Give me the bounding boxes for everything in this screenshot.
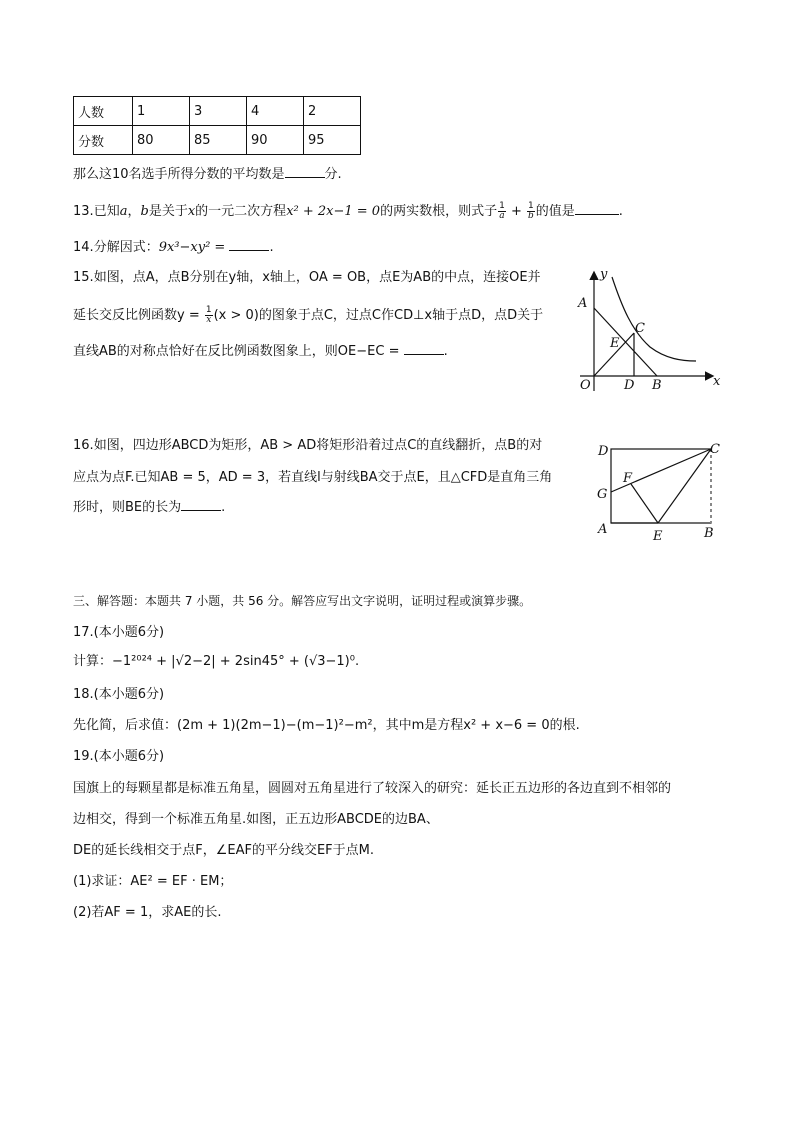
question-19-line-1: 国旗上的每颗星都是标准五角星，圆圆对五角星进行了较深入的研究：延长正五边形的各边直到不相邻的 (73, 781, 672, 796)
answer-blank (575, 202, 619, 215)
question-19-line-2: 边相交，得到一个标准五角星.如图，正五边形ABCDE的边BA、 (73, 812, 439, 827)
label-d: D (624, 378, 635, 393)
label-a: A (578, 296, 588, 311)
question-16-line-1: 16.如图，四边形ABCD为矩形，AB > AD将矩形沿着过点C的直线翻折，点B的对 (73, 438, 543, 453)
table-cell: 2 (304, 97, 361, 126)
table-cell: 分数 (74, 126, 133, 155)
answer-blank (229, 238, 269, 251)
figure-16 (592, 438, 724, 544)
table-cell: 4 (247, 97, 304, 126)
label-y: y (600, 267, 608, 282)
label-b: B (704, 526, 714, 541)
q12-tail: 那么这10名选手所得分数的平均数是 分. (73, 167, 342, 182)
question-19-part-2: (2)若AF = 1，求AE的长. (73, 905, 222, 920)
fraction-1-over-b: $\frac{1}{b}$ (528, 201, 534, 221)
fraction-1-over-x: $\frac{1}{x}$ (205, 305, 212, 325)
table-cell: 人数 (74, 97, 133, 126)
table-row (74, 126, 361, 155)
label-f: F (623, 471, 633, 486)
label-c: C (710, 442, 720, 457)
label-c: C (635, 321, 645, 336)
question-18-text: 先化简，后求值：(2m + 1)(2m−1)−(m−1)²−m²，其中m是方程x² + x−6 = 0的根. (73, 718, 580, 733)
label-g: G (597, 487, 608, 502)
question-14: 14.分解因式：9x³−xy² = . (73, 240, 274, 255)
question-19-head: 19.(本小题6分) (73, 749, 165, 764)
label-d: D (598, 444, 609, 459)
answer-blank (404, 342, 444, 355)
hyperbola-curve (612, 277, 696, 361)
table-cell: 1 (133, 97, 190, 126)
label-e: E (653, 529, 663, 544)
table-row (74, 97, 361, 126)
question-16-line-3: 形时，则BE的长为 . (73, 500, 226, 515)
table-cell: 95 (304, 126, 361, 155)
question-19-part-1: (1)求证：AE² = EF · EM； (73, 874, 233, 889)
label-b: B (652, 378, 662, 393)
question-15-line-3: 直线AB的对称点恰好在反比例函数图象上，则OE−EC = . (73, 344, 448, 359)
question-16-line-2: 应点为点F.已知AB = 5，AD = 3，若直线l与射线BA交于点E，且△CFD是直角三角 (73, 470, 553, 485)
question-17-text: 计算：−1²⁰²⁴ + |√2−2| + 2sin45° + (√3−1)⁰. (73, 654, 360, 669)
table-cell: 3 (190, 97, 247, 126)
question-15-line-2: 延长交反比例函数y = $\frac{1}{x}$ (x > 0)的图象于点C，过点C作CD⊥x轴于点D，点D关于 (73, 305, 544, 325)
question-19-line-3: DE的延长线相交于点F，∠EAF的平分线交EF于点M. (73, 843, 374, 858)
segment-fe (631, 484, 658, 523)
question-18-head: 18.(本小题6分) (73, 687, 165, 702)
fraction-1-over-a: $\frac{1}{a}$ (499, 201, 505, 221)
score-table (73, 96, 361, 155)
section-3-heading: 三、解答题：本题共 7 小题，共 56 分。解答应写出文字说明，证明过程或演算步骤。 (73, 594, 532, 608)
table-cell: 90 (247, 126, 304, 155)
figure-15 (570, 265, 725, 400)
label-x: x (713, 374, 721, 389)
question-13: 13.已知a，b是关于x的一元二次方程x² + 2x−1 = 0的两实数根，则式子 $\frac{1}{a}$ + $\frac{1}{b}$ 的值是 . (73, 201, 623, 221)
answer-blank (285, 165, 325, 178)
label-o: O (580, 378, 591, 393)
table-cell: 85 (190, 126, 247, 155)
answer-blank (181, 498, 221, 511)
question-17-head: 17.(本小题6分) (73, 625, 165, 640)
question-15-line-1: 15.如图，点A，点B分别在y轴，x轴上，OA = OB，点E为AB的中点，连接OE并 (73, 270, 541, 285)
label-e: E (610, 336, 620, 351)
label-a: A (598, 522, 608, 537)
table-cell: 80 (133, 126, 190, 155)
